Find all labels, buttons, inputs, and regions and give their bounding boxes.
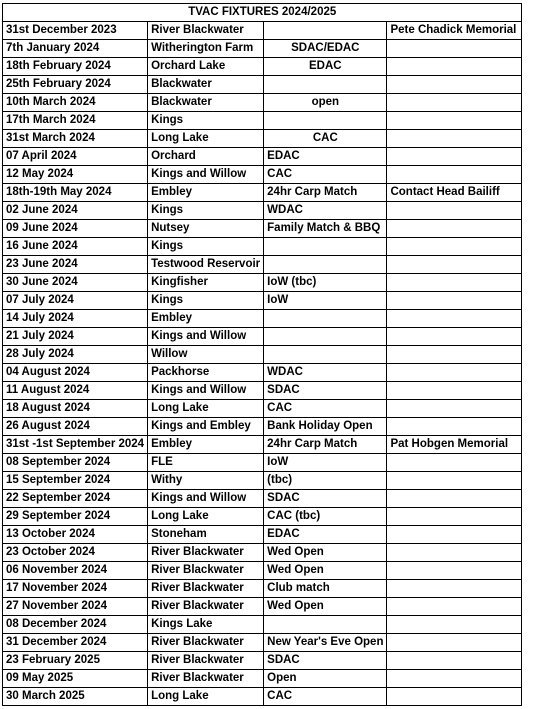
note-cell (387, 202, 522, 220)
venue-cell: Embley (148, 184, 264, 202)
club-cell (264, 346, 387, 364)
table-row (3, 274, 522, 292)
note-cell (387, 688, 522, 706)
table-row (3, 616, 522, 634)
venue-cell: Long Lake (148, 400, 264, 418)
date-cell: 18 August 2024 (3, 400, 148, 418)
club-cell (264, 328, 387, 346)
note-cell (387, 670, 522, 688)
date-cell: 30 June 2024 (3, 274, 148, 292)
date-cell: 13 October 2024 (3, 526, 148, 544)
note-cell (387, 274, 522, 292)
note-cell (387, 490, 522, 508)
date-cell: 30 March 2025 (3, 688, 148, 706)
date-cell: 31st December 2023 (3, 22, 148, 40)
venue-cell: Kings (148, 238, 264, 256)
date-cell: 21 July 2024 (3, 328, 148, 346)
note-cell: Contact Head Bailiff (387, 184, 522, 202)
date-cell: 26 August 2024 (3, 418, 148, 436)
venue-cell: Kings Lake (148, 616, 264, 634)
club-cell: Open (264, 670, 387, 688)
table-row (3, 76, 522, 94)
club-cell: 24hr Carp Match (264, 184, 387, 202)
date-cell: 22 September 2024 (3, 490, 148, 508)
title-row (3, 4, 522, 22)
venue-cell: River Blackwater (148, 544, 264, 562)
table-row (3, 346, 522, 364)
venue-cell: Witherington Farm (148, 40, 264, 58)
date-cell: 16 June 2024 (3, 238, 148, 256)
table-row (3, 436, 522, 454)
note-cell (387, 544, 522, 562)
date-cell: 17 November 2024 (3, 580, 148, 598)
venue-cell: Orchard Lake (148, 58, 264, 76)
table-row (3, 364, 522, 382)
club-cell: Wed Open (264, 544, 387, 562)
venue-cell: Kings and Willow (148, 166, 264, 184)
note-cell: Pat Hobgen Memorial (387, 436, 522, 454)
club-cell: Family Match & BBQ (264, 220, 387, 238)
table-row (3, 418, 522, 436)
table-row (3, 328, 522, 346)
note-cell (387, 220, 522, 238)
note-cell (387, 580, 522, 598)
date-cell: 08 September 2024 (3, 454, 148, 472)
note-cell (387, 400, 522, 418)
date-cell: 28 July 2024 (3, 346, 148, 364)
club-cell (264, 310, 387, 328)
club-cell (264, 22, 387, 40)
venue-cell: River Blackwater (148, 652, 264, 670)
table-row (3, 598, 522, 616)
date-cell: 07 July 2024 (3, 292, 148, 310)
club-cell: CAC (tbc) (264, 508, 387, 526)
club-cell: EDAC (264, 526, 387, 544)
club-cell: WDAC (264, 364, 387, 382)
note-cell (387, 166, 522, 184)
venue-cell: Kings and Embley (148, 418, 264, 436)
venue-cell: River Blackwater (148, 634, 264, 652)
club-cell: EDAC (264, 58, 387, 76)
venue-cell: Kingfisher (148, 274, 264, 292)
date-cell: 09 May 2025 (3, 670, 148, 688)
venue-cell: Embley (148, 436, 264, 454)
table-row (3, 562, 522, 580)
table-row (3, 526, 522, 544)
date-cell: 7th January 2024 (3, 40, 148, 58)
venue-cell: River Blackwater (148, 562, 264, 580)
table-row (3, 400, 522, 418)
table-row (3, 688, 522, 706)
club-cell: EDAC (264, 148, 387, 166)
note-cell (387, 418, 522, 436)
note-cell (387, 652, 522, 670)
date-cell: 29 September 2024 (3, 508, 148, 526)
note-cell (387, 310, 522, 328)
date-cell: 27 November 2024 (3, 598, 148, 616)
table-row (3, 454, 522, 472)
table-row (3, 508, 522, 526)
club-cell: SDAC (264, 382, 387, 400)
club-cell: SDAC/EDAC (264, 40, 387, 58)
venue-cell: Packhorse (148, 364, 264, 382)
note-cell (387, 328, 522, 346)
club-cell: CAC (264, 400, 387, 418)
table-row (3, 580, 522, 598)
note-cell (387, 472, 522, 490)
note-cell (387, 454, 522, 472)
club-cell: open (264, 94, 387, 112)
table-row (3, 94, 522, 112)
date-cell: 02 June 2024 (3, 202, 148, 220)
venue-cell: Orchard (148, 148, 264, 166)
date-cell: 14 July 2024 (3, 310, 148, 328)
date-cell: 06 November 2024 (3, 562, 148, 580)
club-cell: CAC (264, 130, 387, 148)
venue-cell: River Blackwater (148, 580, 264, 598)
venue-cell: Kings and Willow (148, 328, 264, 346)
venue-cell: River Blackwater (148, 598, 264, 616)
club-cell: IoW (264, 292, 387, 310)
club-cell: Club match (264, 580, 387, 598)
club-cell (264, 76, 387, 94)
date-cell: 31 December 2024 (3, 634, 148, 652)
note-cell (387, 382, 522, 400)
club-cell (264, 112, 387, 130)
note-cell (387, 148, 522, 166)
date-cell: 10th March 2024 (3, 94, 148, 112)
note-cell (387, 94, 522, 112)
note-cell (387, 292, 522, 310)
venue-cell: Long Lake (148, 130, 264, 148)
club-cell: SDAC (264, 490, 387, 508)
venue-cell: Stoneham (148, 526, 264, 544)
date-cell: 18th February 2024 (3, 58, 148, 76)
date-cell: 17th March 2024 (3, 112, 148, 130)
date-cell: 07 April 2024 (3, 148, 148, 166)
date-cell: 23 October 2024 (3, 544, 148, 562)
date-cell: 23 February 2025 (3, 652, 148, 670)
club-cell (264, 238, 387, 256)
table-row (3, 22, 522, 40)
club-cell: Bank Holiday Open (264, 418, 387, 436)
venue-cell: Embley (148, 310, 264, 328)
table-row (3, 58, 522, 76)
date-cell: 31st March 2024 (3, 130, 148, 148)
venue-cell: Nutsey (148, 220, 264, 238)
club-cell (264, 256, 387, 274)
fixtures-table (2, 3, 522, 706)
note-cell (387, 598, 522, 616)
table-row (3, 382, 522, 400)
club-cell: IoW (tbc) (264, 274, 387, 292)
note-cell (387, 364, 522, 382)
venue-cell: Blackwater (148, 94, 264, 112)
date-cell: 23 June 2024 (3, 256, 148, 274)
club-cell: IoW (264, 454, 387, 472)
table-row (3, 40, 522, 58)
table-row (3, 130, 522, 148)
venue-cell: Willow (148, 346, 264, 364)
date-cell: 04 August 2024 (3, 364, 148, 382)
note-cell (387, 112, 522, 130)
note-cell (387, 58, 522, 76)
club-cell (264, 616, 387, 634)
table-row (3, 292, 522, 310)
venue-cell: River Blackwater (148, 670, 264, 688)
venue-cell: FLE (148, 454, 264, 472)
date-cell: 11 August 2024 (3, 382, 148, 400)
note-cell (387, 616, 522, 634)
table-row (3, 490, 522, 508)
club-cell: WDAC (264, 202, 387, 220)
club-cell: Wed Open (264, 598, 387, 616)
venue-cell: River Blackwater (148, 22, 264, 40)
date-cell: 25th February 2024 (3, 76, 148, 94)
table-row (3, 202, 522, 220)
note-cell (387, 562, 522, 580)
note-cell (387, 238, 522, 256)
table-row (3, 256, 522, 274)
table-row (3, 238, 522, 256)
venue-cell: Kings (148, 202, 264, 220)
table-row (3, 652, 522, 670)
venue-cell: Withy (148, 472, 264, 490)
table-row (3, 472, 522, 490)
note-cell (387, 76, 522, 94)
date-cell: 18th-19th May 2024 (3, 184, 148, 202)
club-cell: Wed Open (264, 562, 387, 580)
table-title: TVAC FIXTURES 2024/2025 (3, 4, 522, 22)
date-cell: 09 June 2024 (3, 220, 148, 238)
table-row (3, 670, 522, 688)
venue-cell: Blackwater (148, 76, 264, 94)
date-cell: 12 May 2024 (3, 166, 148, 184)
date-cell: 31st -1st September 2024 (3, 436, 148, 454)
note-cell (387, 346, 522, 364)
note-cell (387, 526, 522, 544)
note-cell (387, 634, 522, 652)
table-row (3, 310, 522, 328)
club-cell: New Year's Eve Open (264, 634, 387, 652)
note-cell (387, 130, 522, 148)
club-cell: (tbc) (264, 472, 387, 490)
club-cell: 24hr Carp Match (264, 436, 387, 454)
venue-cell: Kings and Willow (148, 490, 264, 508)
note-cell (387, 256, 522, 274)
venue-cell: Long Lake (148, 508, 264, 526)
club-cell: CAC (264, 166, 387, 184)
venue-cell: Kings and Willow (148, 382, 264, 400)
table-row (3, 184, 522, 202)
note-cell (387, 40, 522, 58)
table-row (3, 112, 522, 130)
table-row (3, 634, 522, 652)
table-row (3, 166, 522, 184)
venue-cell: Testwood Reservoir (148, 256, 264, 274)
date-cell: 08 December 2024 (3, 616, 148, 634)
table-row (3, 148, 522, 166)
date-cell: 15 September 2024 (3, 472, 148, 490)
table-row (3, 220, 522, 238)
club-cell: CAC (264, 688, 387, 706)
venue-cell: Kings (148, 292, 264, 310)
note-cell: Pete Chadick Memorial (387, 22, 522, 40)
venue-cell: Long Lake (148, 688, 264, 706)
venue-cell: Kings (148, 112, 264, 130)
note-cell (387, 508, 522, 526)
table-row (3, 544, 522, 562)
club-cell: SDAC (264, 652, 387, 670)
